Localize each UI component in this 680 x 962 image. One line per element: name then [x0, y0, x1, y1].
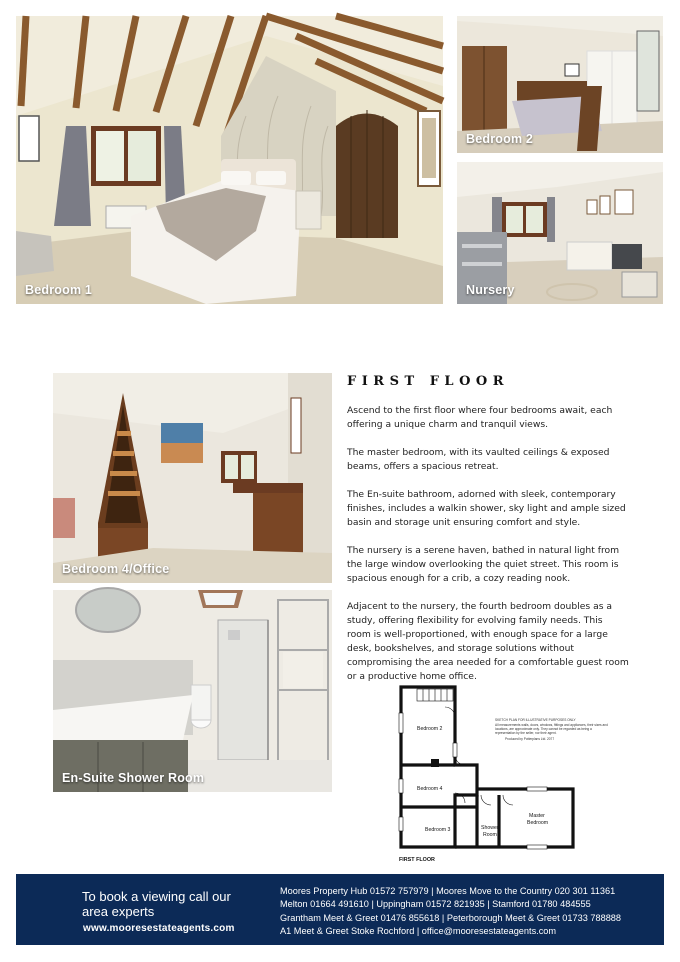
floor-plan-title: FIRST FLOOR	[399, 857, 435, 863]
banner-cta-line-2: area experts	[82, 904, 155, 919]
website-link[interactable]: www.mooresestateagents.com	[83, 923, 235, 934]
bedroom-1-label: Bedroom 1	[25, 283, 93, 297]
bedroom-2-label: Bedroom 2	[466, 132, 534, 146]
floor-plan-shower-label-1: Shower	[481, 825, 499, 831]
section-heading: FIRST FLOOR	[347, 374, 510, 389]
ensuite-label: En-Suite Shower Room	[62, 771, 205, 785]
contact-line: Moores Property Hub 01572 757979 | Moores Move to the Country 020 301 11361	[280, 886, 616, 896]
contact-line: Melton 01664 491610 | Uppingham 01572 821935 | Stamford 01780 484555	[280, 899, 591, 910]
floor-plan-note: representation by the seller, nor their agent.	[495, 731, 557, 735]
contact-line: A1 Meet & Greet Stoke Rochford | office@mooresestateagents.com	[280, 925, 557, 936]
floor-plan-note: SKETCH PLAN FOR ILLUSTRATIVE PURPOSES ONLY	[495, 718, 576, 722]
nursery-photo	[457, 162, 663, 304]
booking-banner	[16, 874, 664, 945]
description-paragraph: Ascend to the first floor where four bedrooms await, each offering a unique charm and tranquil views.	[347, 405, 613, 430]
banner-call-to-action	[82, 889, 272, 919]
description-paragraph: The nursery is a serene haven, bathed in natural light from the large window overlooking the quiet street. This room is spacious enough for a crib, a cozy reading nook.	[347, 545, 620, 584]
description-paragraph: The master bedroom, with its vaulted ceilings & exposed beams, offers a spacious retreat.	[347, 447, 610, 472]
description-paragraph: The En-suite bathroom, adorned with sleek, contemporary finishes, includes a walkin shower, sky light and ample sized basin and storage unit ensuring comfort and style.	[347, 489, 626, 528]
floor-plan-bedroom-3-label: Bedroom 3	[425, 827, 451, 833]
description-copy	[347, 404, 629, 698]
floor-plan-note: locations, are approximate only. They cannot be regarded as being a	[495, 727, 592, 731]
floor-plan-shower-label-2: Room	[483, 832, 497, 838]
floor-plan-master-label-1: Master	[529, 813, 545, 819]
floor-plan-credit: Produced by Potterplans Ltd. 2077	[505, 737, 555, 741]
contact-line: Grantham Meet & Greet 01476 855618 | Peterborough Meet & Greet 01733 788888	[280, 912, 622, 923]
bedroom-4-office-photo	[53, 373, 332, 583]
bedroom-1-photo	[16, 16, 443, 304]
nursery-label: Nursery	[466, 283, 515, 297]
bedroom-2-photo	[457, 16, 663, 153]
office-contacts	[280, 885, 660, 938]
bedroom-4-office-label: Bedroom 4/Office	[62, 562, 170, 576]
floor-plan-bedroom-2-label: Bedroom 2	[417, 726, 443, 732]
floor-plan-bedroom-4-label: Bedroom 4	[417, 786, 443, 792]
floor-plan-master-label-2: Bedroom	[527, 820, 549, 826]
floor-plan	[393, 683, 608, 865]
description-paragraph: Adjacent to the nursery, the fourth bedroom doubles as a study, offering flexibility for evolving family needs. This room is well-proportioned, with enough space for a large desk, bookshelves, and storage solutions without compromising the area needed for a comfortable guest room or a productive home office.	[347, 601, 629, 682]
banner-cta-line-1: To book a viewing call our	[82, 889, 231, 904]
ensuite-photo	[53, 590, 332, 792]
floor-plan-note: All measurements walls, doors, windows, fittings and appliances, their sizes and	[495, 723, 608, 727]
